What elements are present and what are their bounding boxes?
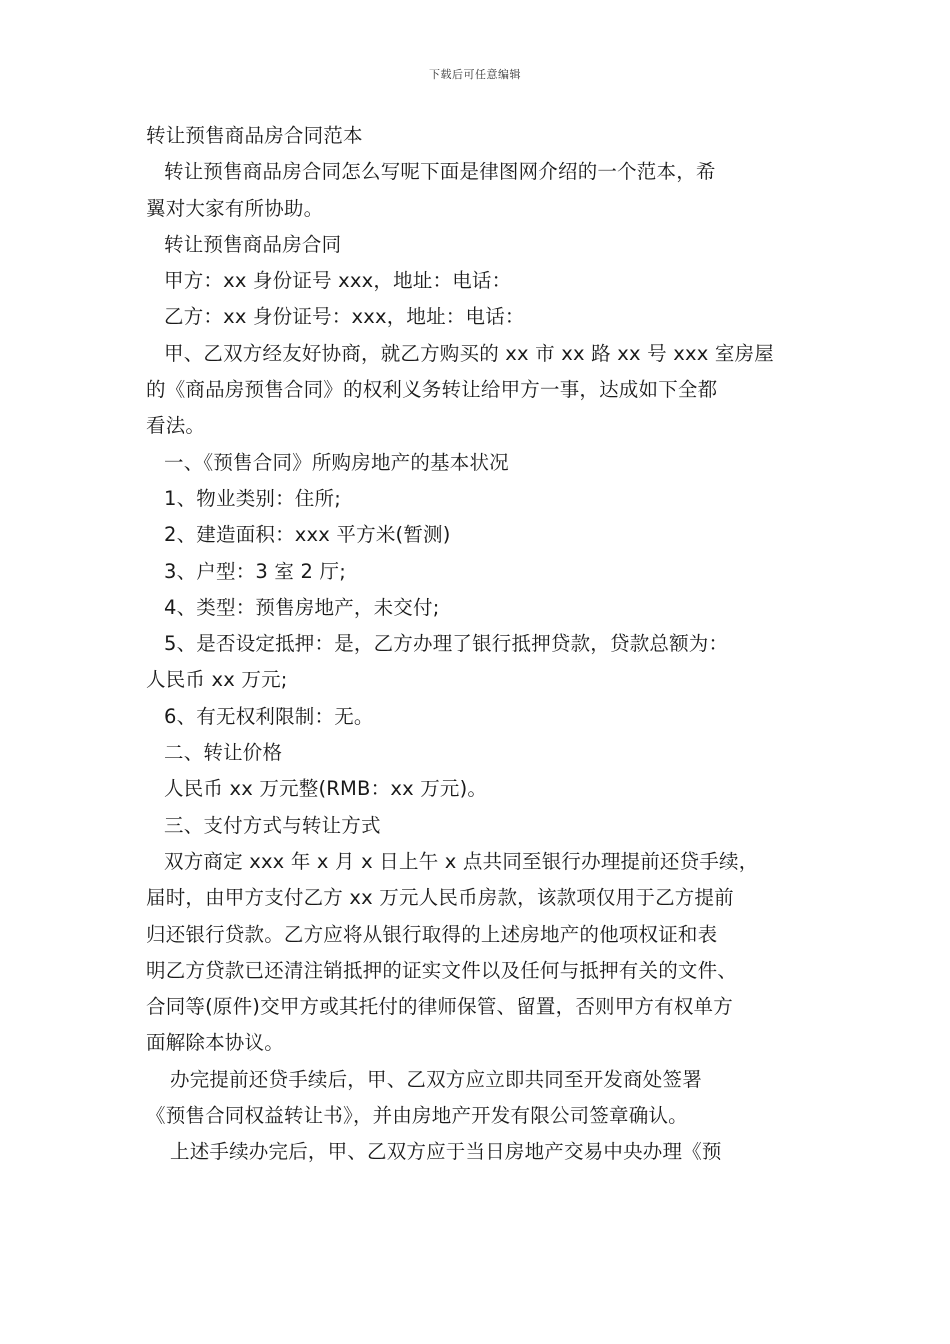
header-note: 下载后可任意编辑 <box>429 68 521 81</box>
list-item: 5、是否设定抵押：是，乙方办理了银行抵押贷款，贷款总额为： <box>164 632 729 656</box>
paragraph-line: 甲、乙双方经友好协商，就乙方购买的 xx 市 xx 路 xx 号 xxx 室房屋 <box>164 341 774 365</box>
paragraph-line: 翼对大家有所协助。 <box>146 196 324 220</box>
paragraph-line: 双方商定 xxx 年 x 月 x 日上午 x 点共同至银行办理提前还贷手续， <box>164 849 759 873</box>
section-heading: 二、转让价格 <box>164 741 283 765</box>
list-item: 3、户型：3 室 2 厅; <box>164 559 346 583</box>
paragraph-line: 转让预售商品房合同怎么写呢下面是律图网介绍的一个范本，希 <box>164 160 716 184</box>
section-heading: 一、《预售合同》所购房地产的基本状况 <box>164 450 509 474</box>
paragraph-line: 合同等(原件)交甲方或其托付的律师保管、留置，否则甲方有权单方 <box>146 995 733 1019</box>
paragraph-line: 上述手续办完后，甲、乙双方应于当日房地产交易中央办理《预 <box>170 1140 722 1164</box>
paragraph-line: 人民币 xx 万元整(RMB：xx 万元)。 <box>164 777 488 801</box>
document-body <box>146 118 806 1171</box>
party-a-line: 甲方：xx 身份证号 xxx，地址：电话： <box>164 269 512 293</box>
document-title: 转让预售商品房合同范本 <box>146 124 363 147</box>
paragraph-line: 看法。 <box>146 414 206 438</box>
section-heading: 三、支付方式与转让方式 <box>164 813 381 837</box>
paragraph-line: 面解除本协议。 <box>146 1031 284 1055</box>
paragraph-line: 的《商品房预售合同》的权利义务转让给甲方一事，达成如下全都 <box>146 378 718 402</box>
list-item: 6、有无权利限制：无。 <box>164 704 374 728</box>
paragraph-line: 明乙方贷款已还清注销抵押的证实文件以及任何与抵押有关的文件、 <box>146 958 738 982</box>
list-item: 4、类型：预售房地产，未交付; <box>164 595 440 619</box>
paragraph-line: 办完提前还贷手续后，甲、乙双方应立即共同至开发商处签署 <box>170 1067 702 1091</box>
paragraph-line: 《预售合同权益转让书》，并由房地产开发有限公司签章确认。 <box>146 1104 688 1128</box>
list-item: 2、建造面积：xxx 平方米(暂测) <box>164 523 451 547</box>
list-item: 1、物业类别：住所; <box>164 486 341 510</box>
paragraph-line: 届时，由甲方支付乙方 xx 万元人民币房款，该款项仅用于乙方提前 <box>146 886 734 910</box>
paragraph-line: 归还银行贷款。乙方应将从银行取得的上述房地产的他项权证和表 <box>146 922 718 946</box>
list-item-continuation: 人民币 xx 万元; <box>146 668 288 692</box>
party-b-line: 乙方：xx 身份证号：xxx，地址：电话： <box>164 305 525 329</box>
contract-heading: 转让预售商品房合同 <box>164 232 342 256</box>
